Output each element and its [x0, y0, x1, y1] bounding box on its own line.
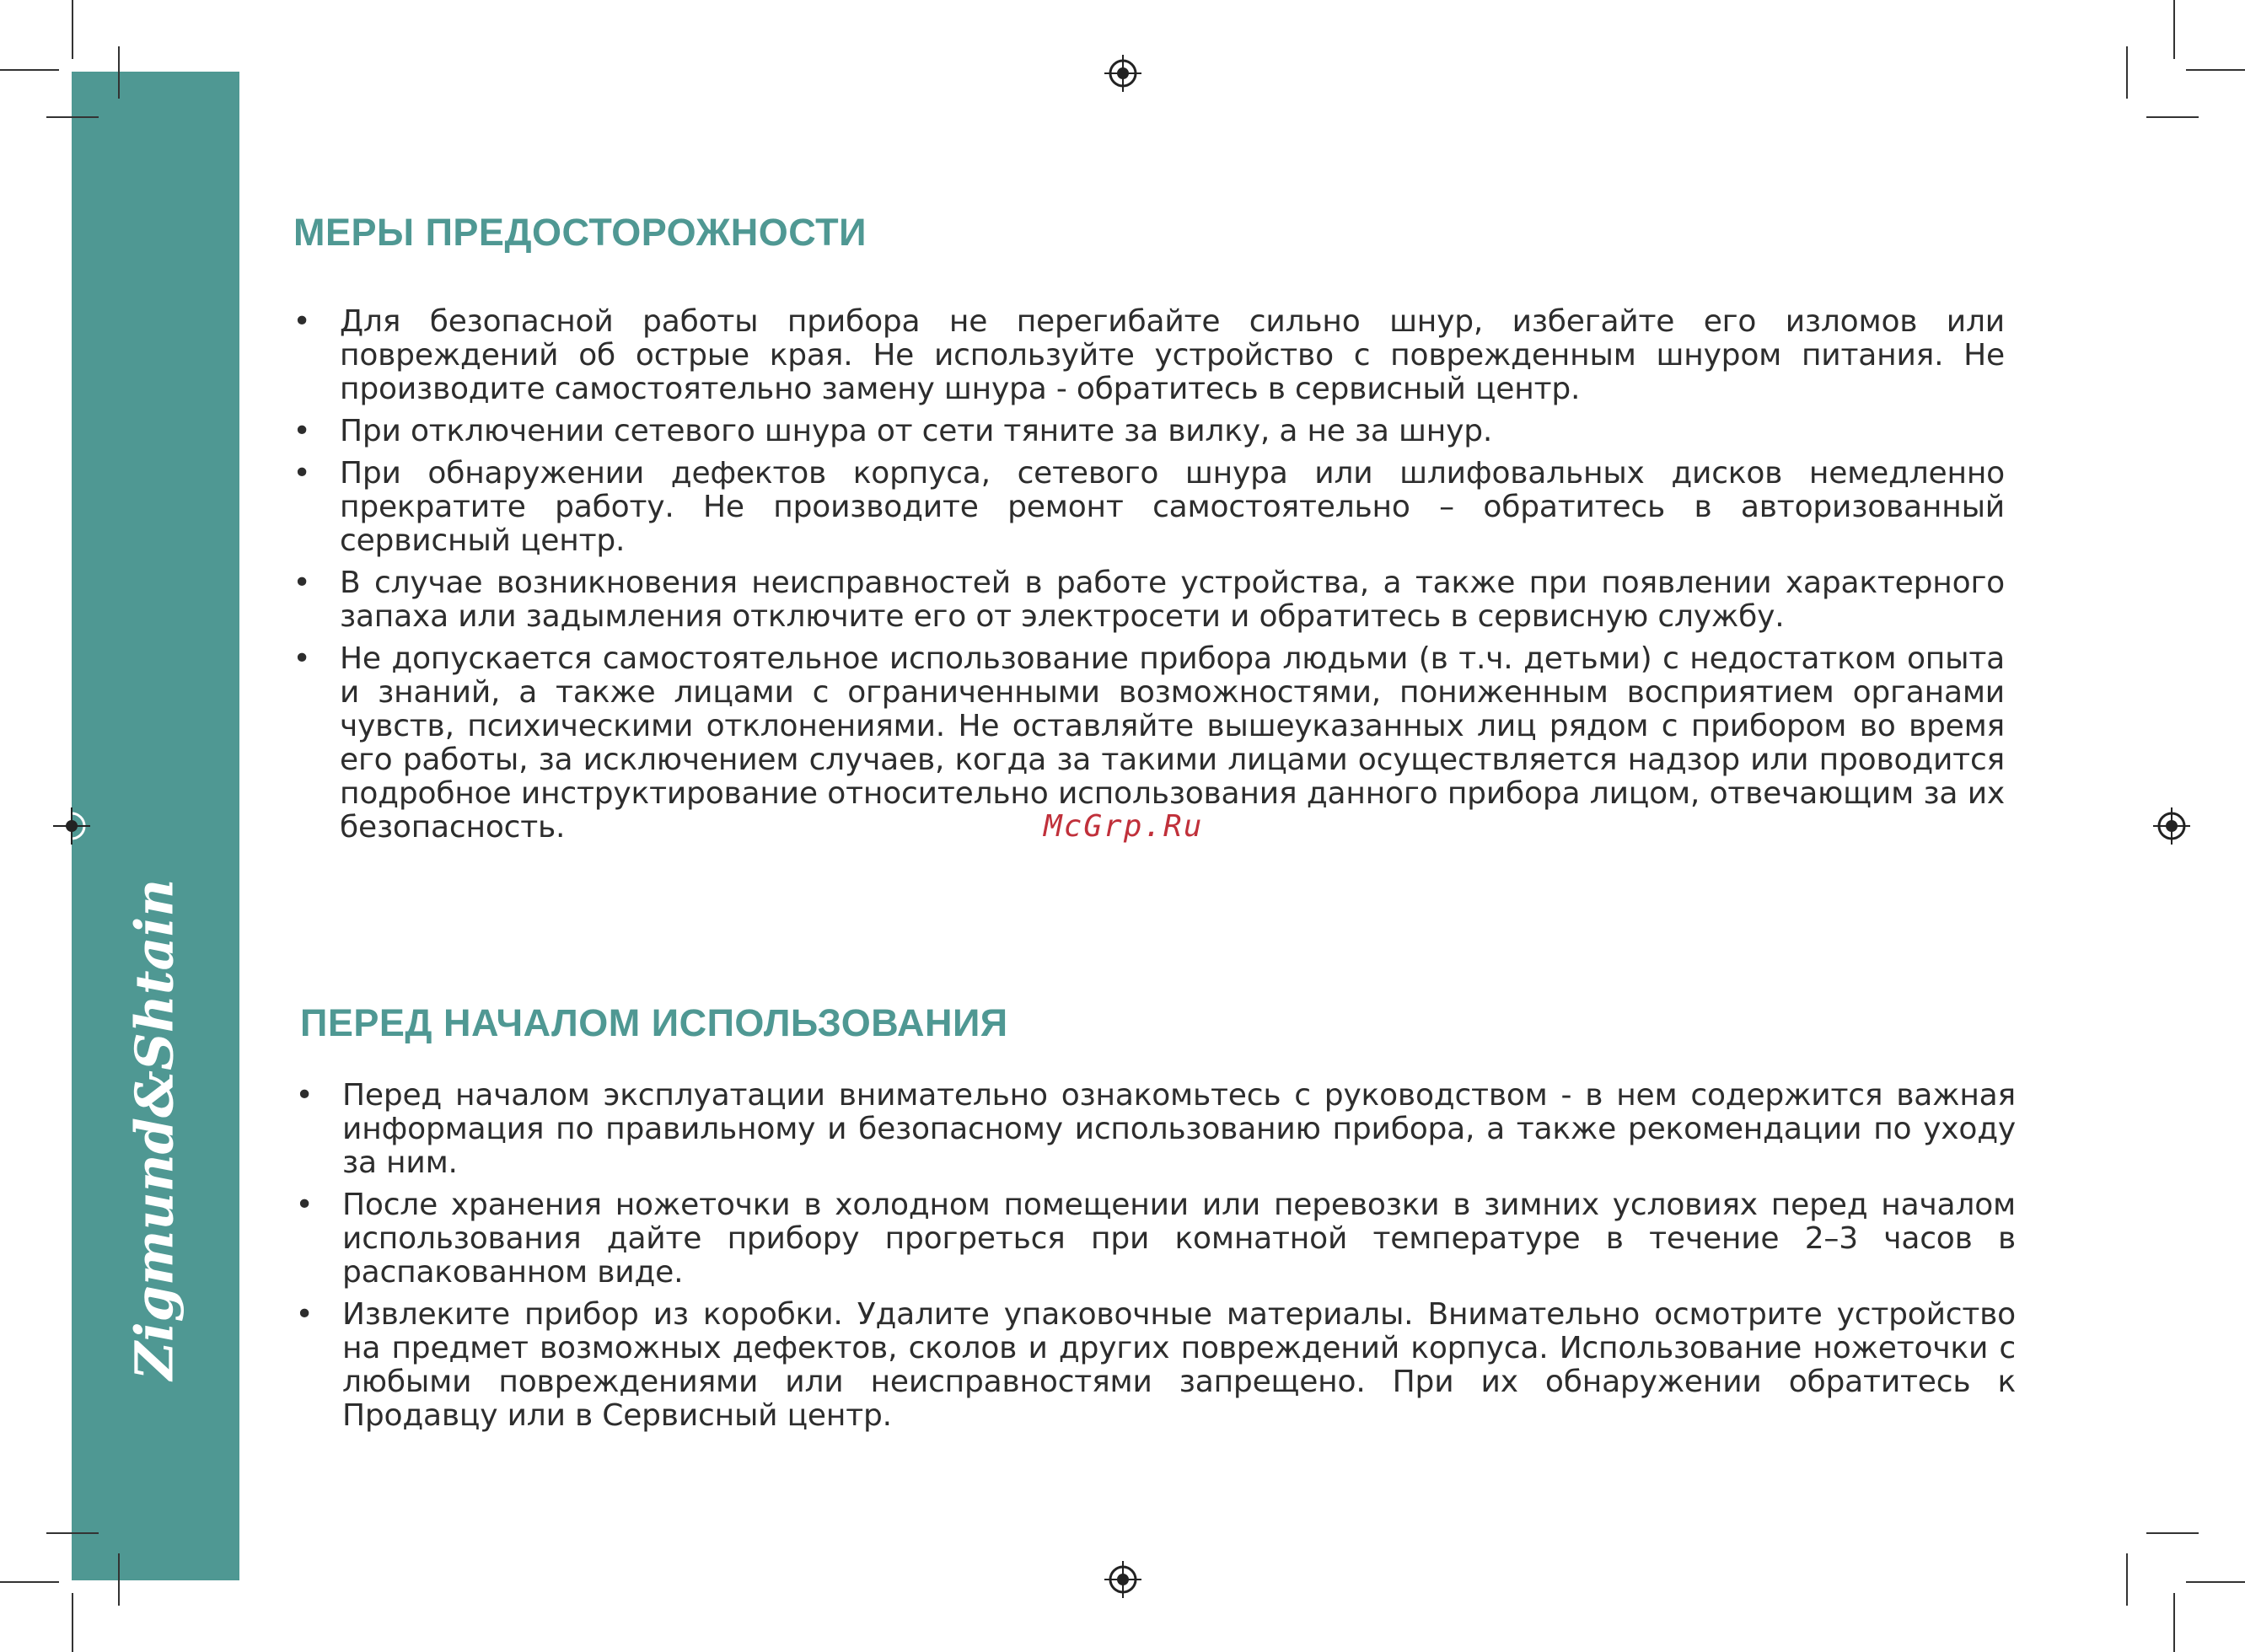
crop-mark	[0, 69, 59, 71]
crop-mark	[72, 1593, 73, 1652]
list-item: • В случае возникновения неисправностей в работе устройства, а также при появлении характерного запаха или задымления отключите его от электросети и обратитесь в сервисную службу.	[289, 566, 2005, 634]
registration-mark-icon	[1104, 55, 1141, 92]
bullet-icon: •	[293, 304, 311, 339]
watermark: McGrp.Ru	[1044, 809, 1204, 844]
section-title-precautions: МЕРЫ ПРЕДОСТОРОЖНОСТИ	[293, 211, 867, 254]
crop-mark	[2173, 0, 2175, 59]
bullet-icon: •	[295, 1188, 314, 1222]
crop-mark	[2146, 1532, 2199, 1534]
crop-mark	[72, 0, 73, 59]
bullet-icon: •	[293, 414, 311, 448]
crop-mark	[2146, 116, 2199, 118]
section-title-before-use: ПЕРЕД НАЧАЛОМ ИСПОЛЬЗОВАНИЯ	[300, 1001, 1008, 1044]
bullet-icon: •	[293, 456, 311, 491]
crop-mark	[2173, 1593, 2175, 1652]
crop-mark	[2126, 46, 2128, 99]
registration-mark-icon	[2153, 807, 2190, 845]
list-item: • Не допускается самостоятельное использование прибора людьми (в т.ч. детьми) с недостатком опыта и знаний, а также лицами с ограниченными возможностями, пониженным восприятием органами чувств, психическими отклонениями. Не оставляйте вышеуказанных лиц рядом с прибором во время его работы, за исключением случаев, когда за такими лицами осуществляется надзор или проводится подробное инструктирование относительно использования данного прибора лицом, отвечающим за их безопасность.	[289, 642, 2005, 845]
registration-mark-icon	[1104, 1561, 1141, 1598]
registration-mark-icon	[53, 807, 90, 845]
crop-mark	[0, 1581, 59, 1583]
list-item: • После хранения ножеточки в холодном помещении или перевозки в зимних условиях перед началом использования дайте прибору прогреться при комнатной температуре в течение 2–3 часов в распакованном виде.	[292, 1188, 2016, 1290]
crop-mark	[2186, 69, 2245, 71]
list-item: • При отключении сетевого шнура от сети тяните за вилку, а не за шнур.	[289, 415, 2005, 448]
crop-mark	[118, 46, 120, 99]
list-item: • При обнаружении дефектов корпуса, сетевого шнура или шлифовальных дисков немедленно прекратите работу. Не производите ремонт самостоятельно – обратитесь в авторизованный сервисный центр.	[289, 457, 2005, 558]
crop-mark	[46, 116, 99, 118]
precautions-list	[289, 305, 2005, 853]
list-item: • Извлеките прибор из коробки. Удалите упаковочные материалы. Внимательно осмотрите устройство на предмет возможных дефектов, сколов и других повреждений корпуса. Использование ножеточки с любыми повреждениями или неисправностями запрещено. При их обнаружении обратитесь к Продавцу или в Сервисный центр.	[292, 1298, 2016, 1433]
bullet-icon: •	[295, 1297, 314, 1332]
crop-mark	[118, 1553, 120, 1606]
list-item: • Перед началом эксплуатации внимательно ознакомьтесь с руководством - в нем содержится важная информация по правильному и безопасному использованию прибора, а также рекомендации по уходу за ним.	[292, 1079, 2016, 1180]
crop-mark	[46, 1532, 99, 1534]
bullet-icon: •	[295, 1078, 314, 1113]
list-item: • Для безопасной работы прибора не перегибайте сильно шнур, избегайте его изломов или повреждений об острые края. Не используйте устройство с поврежденным шнуром питания. Не производите самостоятельно замену шнура - обратитесь в сервисный центр.	[289, 305, 2005, 406]
crop-mark	[2126, 1553, 2128, 1606]
brand-logo	[108, 877, 201, 1382]
crop-mark	[2186, 1581, 2245, 1583]
before-use-list	[292, 1079, 2016, 1441]
bullet-icon: •	[293, 641, 311, 676]
brand-name: Zigmund&Shtain	[123, 878, 185, 1381]
bullet-icon: •	[293, 566, 311, 600]
